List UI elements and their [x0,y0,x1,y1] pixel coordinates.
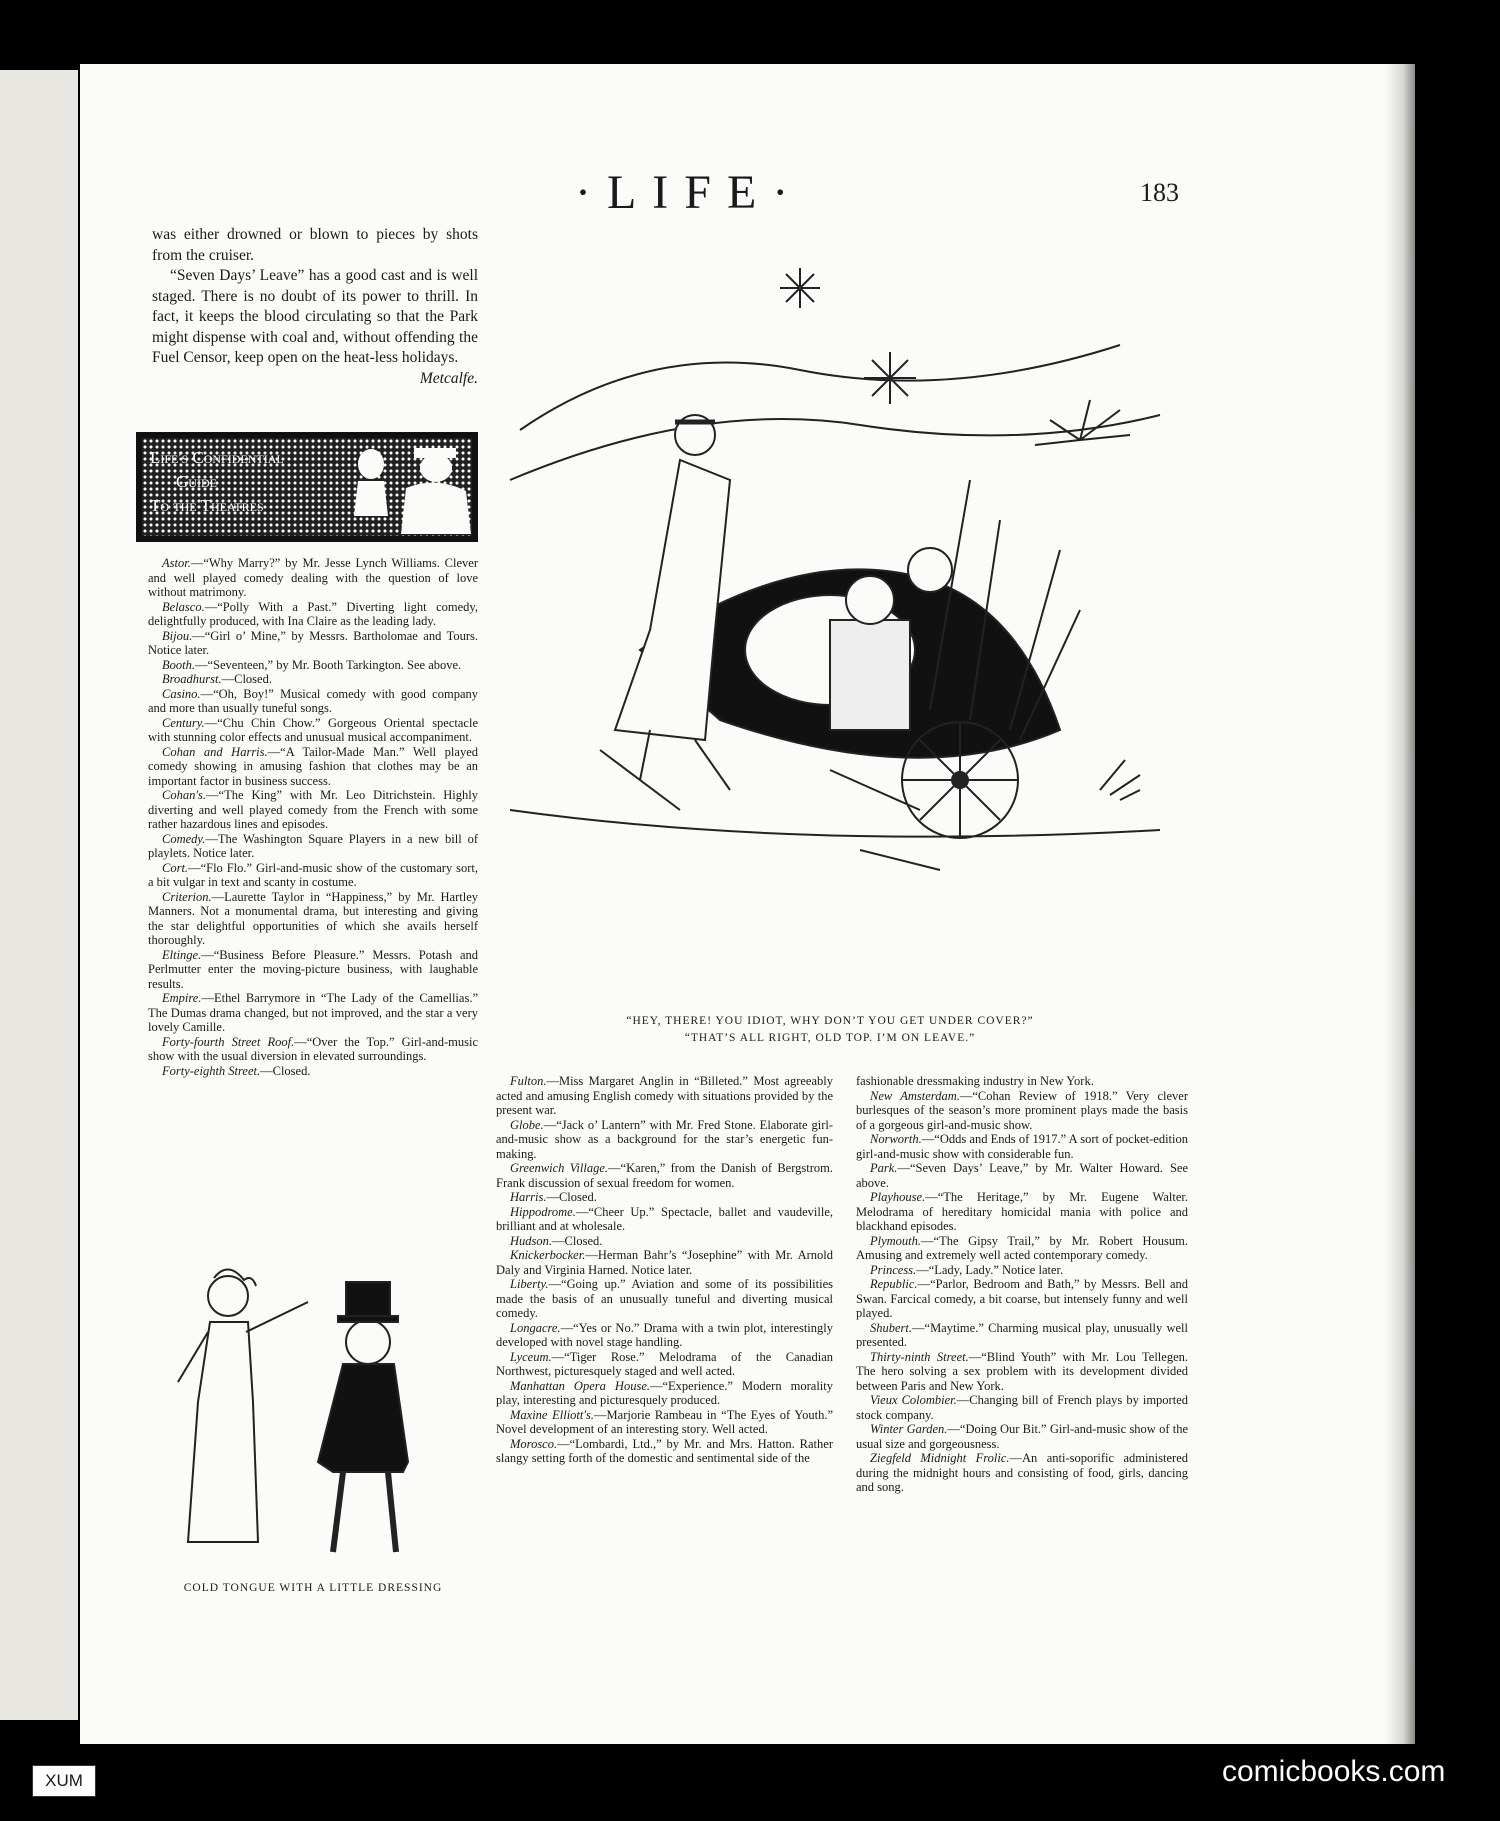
theatre-name: Plymouth. [870,1233,922,1248]
listing-description: —“Why Marry?” by Mr. Jesse Lynch Williams. Clever and well played comedy dealing with the question of love without matrimony. [148,556,478,599]
listing-description: —“Cheer Up.” Spectacle, ballet and vaudeville, brilliant and at wholesale. [496,1204,833,1233]
theatre-name: Knickerbocker. [510,1248,586,1262]
listing-entry [148,861,478,890]
listing-description: —“Tiger Rose.” Melodrama of the Canadian Northwest, picturesquely staged and well acted. [496,1349,833,1378]
listing-description: —Miss Margaret Anglin in “Billeted.” Most agreeably acted and amusing English comedy with situations provided by the present war. [496,1074,833,1117]
listing-description: —“A Tailor-Made Man.” Well played comedy showing in amusing fashion that clothes may be an important factor in business success. [148,744,479,788]
page-edge-shadow [1385,64,1415,1744]
scan-tag: XUM [32,1765,96,1797]
banner-line: Life's Confidential [150,448,284,467]
listing-entry [856,1161,1188,1190]
theatre-name: Casino. [162,686,201,701]
listing-description: —Closed. [546,1190,597,1204]
listing-entry [856,1074,1188,1089]
listing-entry [148,716,478,745]
theatre-name: Criterion. [162,889,212,904]
listing-entry [856,1190,1188,1234]
listings-column-2 [496,1074,833,1466]
listing-entry [496,1277,833,1321]
small-cartoon-caption: COLD TONGUE WITH A LITTLE DRESSING [183,1582,443,1594]
lead-paragraph: was either drowned or blown to pieces by shots from the cruiser. [152,226,478,264]
trench-cartoon-illustration [500,250,1200,970]
theatre-guide-banner [136,432,478,542]
theatre-name: Playhouse. [870,1190,926,1204]
theatre-name: Forty-eighth Street. [162,1063,261,1078]
banner-figures-illustration [326,436,476,534]
listing-description: —“The Heritage,” by Mr. Eugene Walter. Melodrama of hereditary homicidal mania with police and blackhand episodes. [856,1190,1188,1233]
listing-entry [856,1321,1188,1350]
listing-description: —Closed. [221,672,272,686]
theatre-name: Globe. [510,1117,544,1132]
theatre-name: Manhattan Opera House. [510,1378,650,1393]
listing-entry [496,1408,833,1437]
listing-description: —“Going up.” Aviation and some of its possibilities made the basis of an unusually tuneful and diverting musical comedy. [496,1277,833,1320]
listing-description: —“Maytime.” Charming musical play, unusually well presented. [856,1320,1188,1349]
listing-entry [496,1205,833,1234]
theatre-name: Cort. [162,860,189,875]
listing-entry [148,745,478,789]
listing-entry [856,1089,1188,1133]
listing-description: —“The Gipsy Trail,” by Mr. Robert Housum. Amusing and extremely well acted contemporary comedy. [856,1233,1188,1262]
listing-description: —“Parlor, Bedroom and Bath,” by Messrs. Bell and Swan. Farcical comedy, a bit coarse, but intensely funny and well played. [856,1277,1188,1320]
listing-description: —Closed. [552,1233,603,1248]
listing-description: —“Karen,” from the Danish of Bergstrom. Frank discussion of sexual freedom for women. [496,1161,833,1190]
banner-line: Guide [176,472,217,491]
listing-entry [856,1234,1188,1263]
listing-description: —“Lady, Lady.” Notice later. [916,1262,1064,1277]
theatre-name: Maxine Elliott's. [510,1407,595,1422]
listing-description: —Marjorie Rambeau in “The Eyes of Youth.” Novel development of an interesting story. Well acted. [496,1407,833,1436]
lead-paragraph: “Seven Days’ Leave” has a good cast and is well staged. There is no doubt of its power to thrill. In fact, it keeps the blood circulating so that the Park might dispense with coal and, without offending the Fuel Censor, keep open on the heat-less holidays. Metcalfe. [152,266,478,369]
listing-description: —“Seven Days’ Leave,” by Mr. Walter Howard. See above. [856,1161,1188,1190]
listing-entry [148,658,478,673]
listing-description: —“Girl o’ Mine,” by Messrs. Bartholomae and Tours. Notice later. [148,628,478,657]
theatre-name: Century. [162,715,205,730]
theatre-name: Hudson. [510,1233,553,1248]
theatre-name: Greenwich Village. [510,1161,609,1175]
listing-entry [148,890,478,948]
listing-description: —“Odds and Ends of 1917.” A sort of pocket-edition girl-and-music show with considerable fun. [856,1132,1188,1161]
listing-description: fashionable dressmaking industry in New York. [856,1074,1094,1088]
listing-description: —“Blind Youth” with Mr. Lou Tellegen. The hero solving a sex problem with its development divided between Paris and New York. [856,1349,1188,1393]
listing-entry [496,1248,833,1277]
page-number: 183 [1140,178,1179,207]
listing-entry [496,1234,833,1249]
listing-entry [856,1393,1188,1422]
listing-entry [496,1190,833,1205]
listing-description: —Changing bill of French plays by imported stock company. [856,1393,1188,1422]
theatre-name: Shubert. [870,1320,913,1335]
theatre-name: Norworth. [870,1132,922,1146]
watermark: comicbooks.com [1222,1755,1446,1788]
listing-entry [496,1350,833,1379]
listing-description: —“Business Before Pleasure.” Messrs. Potash and Perlmutter enter the moving-picture business, with laughable results. [148,947,478,991]
listing-description: —“Lombardi, Ltd.,” by Mr. and Mrs. Hatton. Rather slangy setting forth of the domestic and sentimental side of the [496,1436,833,1465]
listings-column-1 [148,556,478,1078]
theatre-name: Liberty. [510,1277,549,1291]
listing-description: —Ethel Barrymore in “The Lady of the Camellias.” The Dumas drama changed, but not improved, and the star a very lovely Camille. [148,991,478,1034]
listing-description: —“The King” with Mr. Leo Ditrichstein. Highly diverting and well played comedy from the French with some rather hazardous lines and episodes. [148,788,478,831]
theatre-name: Fulton. [510,1074,547,1088]
listing-entry [496,1321,833,1350]
listing-description: —“Flo Flo.” Girl-and-music show of the customary sort, a bit vulgar in text and scanty in costume. [148,860,478,889]
listing-entry [496,1437,833,1466]
theatre-name: Booth. [162,657,195,672]
listing-entry [856,1132,1188,1161]
theatre-name: Astor. [162,556,191,570]
listing-entry [148,629,478,658]
theatre-name: Princess. [870,1262,917,1277]
listing-description: —An anti-soporific administered during the midnight hours and consisting of food, girls, dancing and song. [856,1451,1189,1494]
theatre-name: Republic. [870,1277,918,1291]
theatre-name: Cohan and Harris. [162,744,268,759]
listing-entry [856,1350,1188,1394]
listing-entry [148,687,478,716]
listing-entry [856,1451,1188,1495]
lead-column [152,225,478,389]
listing-entry [148,832,478,861]
theatre-name: Ziegfeld Midnight Frolic. [870,1451,1010,1465]
listing-entry [148,600,478,629]
listing-entry [496,1161,833,1190]
theatre-name: Harris. [510,1190,547,1204]
theatre-name: Forty-fourth Street Roof. [162,1034,295,1049]
listing-entry [148,672,478,687]
listing-entry [148,1035,478,1064]
listing-entry [148,991,478,1035]
listing-entry [148,948,478,992]
masthead-title: ·LIFE· [575,166,805,219]
listing-entry [148,1064,478,1079]
theatre-name: Winter Garden. [870,1422,948,1436]
listing-entry [148,788,478,832]
listing-description: —“Cohan Review of 1918.” Very clever burlesques of the season’s more prominent plays made the basis of a gorgeous girl-and-music show. [856,1088,1188,1132]
main-cartoon-caption-line-1: “HEY, THERE! YOU IDIOT, WHY DON’T YOU GET UNDER COVER?” [626,1015,1034,1027]
listing-description: —Herman Bahr’s “Josephine” with Mr. Arnold Daly and Virginia Harned. Notice later. [496,1248,833,1277]
main-cartoon-caption-line-2: “THAT’S ALL RIGHT, OLD TOP. I’M ON LEAVE.” [684,1032,976,1044]
theatre-name: Thirty-ninth Street. [870,1349,969,1364]
theatre-name: Cohan's. [162,788,207,802]
theatre-name: Hippodrome. [510,1204,576,1219]
listing-entry [856,1422,1188,1451]
theatre-name: Bijou. [162,628,193,643]
listing-description: —“Experience.” Modern morality play, interesting and picturesquely produced. [496,1378,833,1407]
listing-description: —“Over the Top.” Girl-and-music show with the usual diversion in elevated surroundings. [148,1034,478,1063]
theatre-name: Lyceum. [510,1349,552,1364]
listing-description: —“Yes or No.” Drama with a twin plot, interestingly developed with novel stage handling. [496,1320,833,1349]
listing-entry [496,1074,833,1118]
listing-description: —Laurette Taylor in “Happiness,” by Mr. Hartley Manners. Not a monumental drama, but interesting and giving the star delightful opportunities of which she avails herself thoroughly. [148,889,478,947]
author-signature: Metcalfe. [419,369,478,387]
theatre-name: Empire. [162,991,202,1005]
listing-description: —The Washington Square Players in a new bill of playlets. Notice later. [148,831,478,860]
cold-tongue-cartoon-illustration [158,1262,458,1562]
banner-line: To the Theatres [150,496,264,515]
listing-description: —Closed. [260,1063,311,1078]
facing-page-edge [0,70,78,1720]
theatre-name: Vieux Colombier. [870,1393,957,1407]
theatre-name: Comedy. [162,831,206,846]
listing-entry [148,556,478,600]
listing-entry [856,1263,1188,1278]
listing-entry [856,1277,1188,1321]
listing-entry [496,1379,833,1408]
listing-description: —“Doing Our Bit.” Girl-and-music show of the usual size and gorgeousness. [856,1422,1188,1451]
theatre-name: Eltinge. [162,947,202,962]
listing-description: —“Polly With a Past.” Diverting light comedy, delightfully produced, with Ina Claire as the leading lady. [148,599,478,628]
listing-entry [496,1118,833,1162]
listings-column-3 [856,1074,1188,1495]
theatre-name: Morosco. [510,1436,558,1451]
theatre-name: Longacre. [510,1320,561,1335]
listing-description: —“Jack o’ Lantern” with Mr. Fred Stone. Elaborate girl-and-music show as a background for the star’s energetic fun-making. [496,1117,833,1161]
theatre-name: Broadhurst. [162,672,222,686]
theatre-name: New Amsterdam. [870,1088,960,1103]
listing-description: —“Chu Chin Chow.” Gorgeous Oriental spectacle with stunning color effects and unusual musical accompaniment. [148,715,478,744]
listing-description: —“Seventeen,” by Mr. Booth Tarkington. See above. [194,657,462,672]
theatre-name: Park. [870,1161,898,1175]
theatre-name: Belasco. [162,599,205,614]
listing-description: —“Oh, Boy!” Musical comedy with good company and more than usually tuneful songs. [148,686,478,715]
